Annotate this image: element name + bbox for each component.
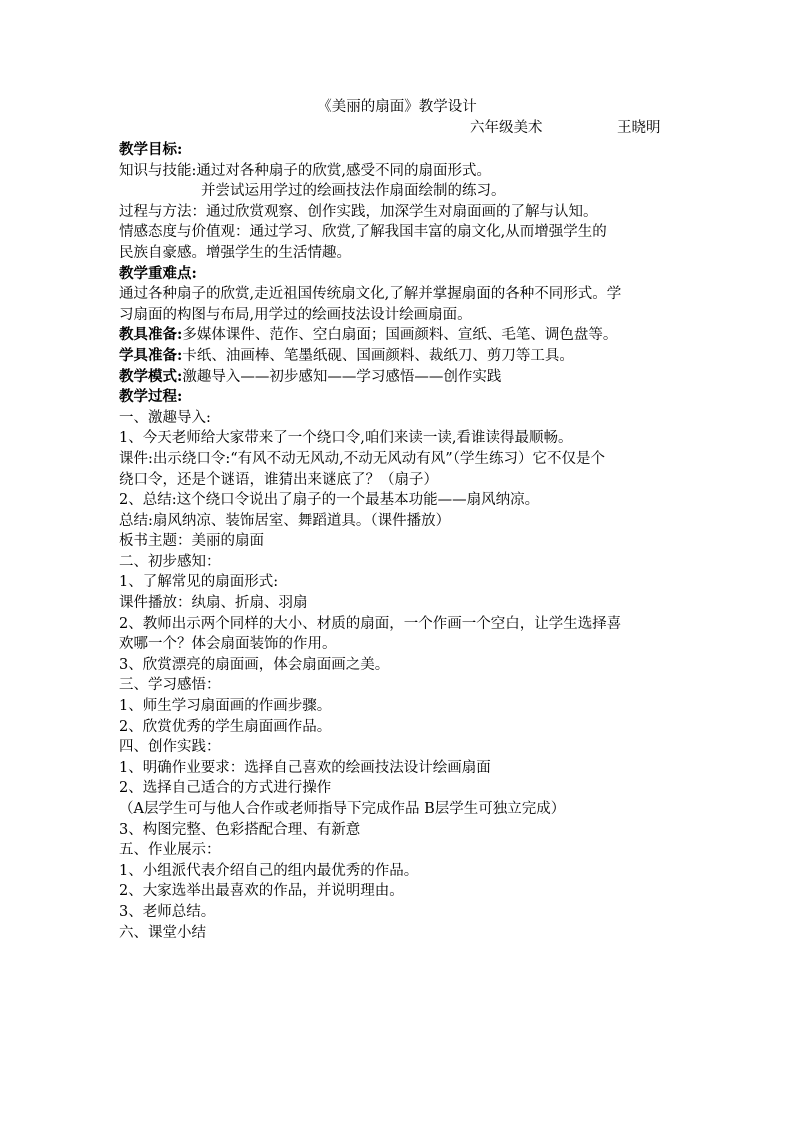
labeled-line (119, 367, 679, 388)
section-heading: 教学目标: (119, 141, 183, 158)
line-text: 卡纸、油画棒、笔墨纸砚、国画颜料、裁纸刀、剪刀等工具。 (182, 347, 574, 364)
text-line: 一、激趣导入: (119, 409, 211, 426)
text-line: 过程与方法：通过欣赏观察、创作实践，加深学生对扇面画的了解与认知。 (119, 203, 598, 220)
text-line: 3、欣赏漂亮的扇面画，体会扇面画之美。 (119, 656, 390, 673)
text-line: 2、总结:这个绕口令说出了扇子的一个最基本功能——扇风纳凉。 (119, 492, 540, 509)
author-name: 王晓明 (617, 120, 661, 136)
text-line: 1、今天老师给大家带来了一个绕口令,咱们来读一读,看谁读得最顺畅。 (119, 430, 573, 447)
text-line: 六、课堂小结 (119, 924, 206, 941)
text-line: 并尝试运用学过的绘画技法作扇面绘制的练习。 (201, 183, 506, 200)
text-line: 三、学习感悟： (119, 677, 221, 694)
line-label: 教具准备: (119, 326, 183, 344)
text-line: 课件播放：纨扇、折扇、羽扇 (119, 595, 308, 612)
grade-label: 六年级美术 (470, 120, 543, 136)
text-line: 情感态度与价值观：通过学习、欣赏,了解我国丰富的扇文化,从而增强学生的 (119, 224, 607, 241)
text-line: 二、初步感知： (119, 553, 221, 570)
text-line: 2、欣赏优秀的学生扇面画作品。 (119, 718, 332, 735)
text-line: 课件:出示绕口令:“有风不动无风动,不动无风动有风”（学生练习）它不仅是个 (119, 450, 605, 467)
text-line: 1、了解常见的扇面形式: (119, 574, 279, 591)
line-label: 学具准备: (119, 346, 183, 364)
document-title: 《美丽的扇面》教学设计 (317, 99, 477, 115)
text-line: 2、选择自己适合的方式进行操作 (119, 780, 332, 797)
text-line: 通过各种扇子的欣赏,走近祖国传统扇文化,了解并掌握扇面的各种不同形式。学 (119, 286, 622, 303)
line-label: 教学模式: (119, 367, 183, 385)
line-text: 激趣导入——初步感知——学习感悟——创作实践 (182, 368, 502, 385)
labeled-line (119, 325, 679, 346)
text-line: 绕口令，还是个谜语，谁猜出来谜底了？（扇子） (119, 471, 438, 488)
text-line: 习扇面的构图与布局,用学过的绘画技法设计绘画扇面。 (119, 306, 472, 323)
document-body (119, 140, 679, 943)
text-line: 1、明确作业要求：选择自己喜欢的绘画技法设计绘画扇面 (119, 759, 491, 776)
text-line: 2、教师出示两个同样的大小、材质的扇面，一个作画一个空白，让学生选择喜 (119, 615, 622, 632)
text-line: 3、老师总结。 (119, 903, 216, 920)
line-text: 多媒体课件、范作、空白扇面；国画颜料、宣纸、毛笔、调色盘等。 (182, 327, 618, 344)
text-line: 欢哪一个？体会扇面装饰的作用。 (119, 636, 337, 653)
text-line: 五、作业展示： (119, 842, 221, 859)
text-line: 1、小组派代表介绍自己的组内最优秀的作品。 (119, 862, 419, 879)
text-line: 总结:扇风纳凉、装饰居室、舞蹈道具。（课件播放） (119, 512, 451, 529)
section-heading: 教学重难点: (119, 264, 197, 282)
text-line: 3、构图完整、色彩搭配合理、有新意 (119, 821, 361, 838)
text-line: 2、大家选举出最喜欢的作品，并说明理由。 (119, 883, 404, 900)
text-line: 民族自豪感。增强学生的生活情趣。 (119, 244, 351, 261)
labeled-line (119, 346, 679, 367)
text-line: 知识与技能:通过对各种扇子的欣赏,感受不同的扇面形式。 (119, 162, 491, 179)
text-line: 四、创作实践： (119, 739, 221, 756)
text-line: 板书主题：美丽的扇面 (119, 533, 264, 550)
section-heading: 教学过程: (119, 388, 183, 406)
text-line: 1、师生学习扇面画的作画步骤。 (119, 698, 332, 715)
text-line: （A层学生可与他人合作或老师指导下完成作品 B层学生可独立完成） (119, 801, 566, 817)
